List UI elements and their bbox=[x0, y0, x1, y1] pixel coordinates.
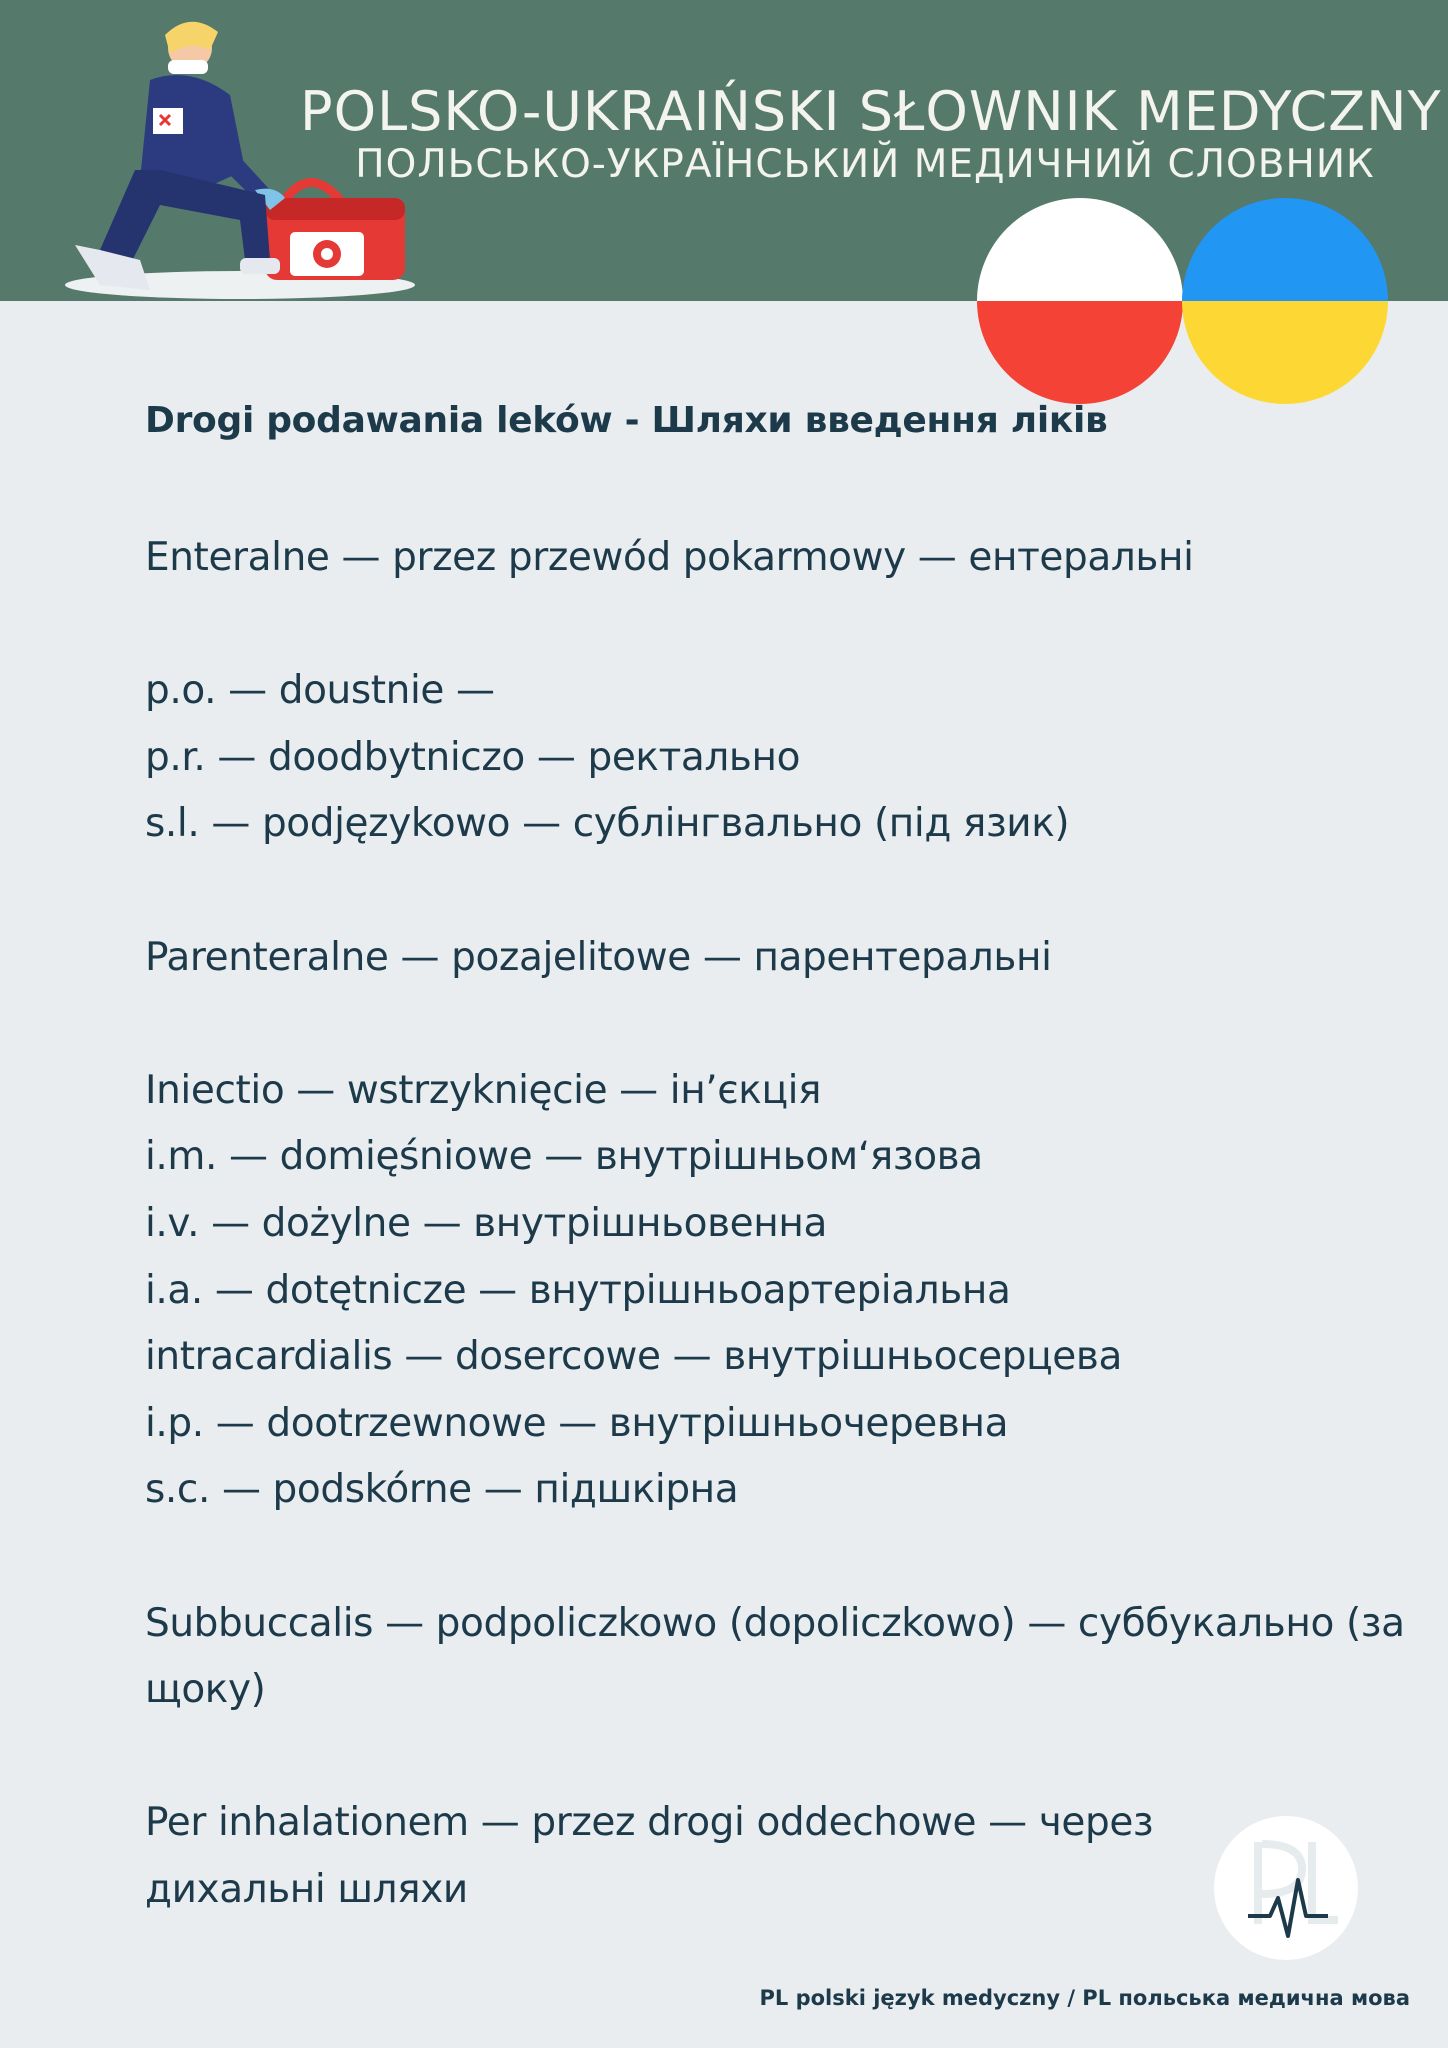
term-group-enteral-routes bbox=[145, 658, 1435, 858]
term-line: i.m. — domięśniowe — внутрішньом‘язова bbox=[145, 1134, 983, 1180]
pl-heartbeat-logo-icon bbox=[1212, 1814, 1360, 1962]
term-line: Subbuccalis — podpoliczkowo (dopoliczkowo) — суббукально (за щоку) bbox=[145, 1600, 1405, 1713]
term-group-injections bbox=[145, 1058, 1435, 1524]
footer-credit: PL polski język medyczny / PL польська медична мова bbox=[759, 1986, 1410, 2010]
term-group-parenteral bbox=[145, 925, 1435, 992]
page-title-polish: POLSKO-UKRAIŃSKI SŁOWNIK MEDYCZNY bbox=[300, 80, 1442, 143]
term-group-enteral bbox=[145, 525, 1435, 592]
main-content bbox=[145, 400, 1435, 1990]
polish-flag-icon bbox=[977, 198, 1183, 404]
term-line: Parenteralne — pozajelitowe — парентеральні bbox=[145, 934, 1052, 980]
term-line: s.c. — podskórne — підшкірна bbox=[145, 1467, 739, 1513]
term-line: Per inhalationem — przez drogi oddechowe — через дихальні шляхи bbox=[145, 1800, 1154, 1912]
term-line: intracardialis — dosercowe — внутрішньосерцева bbox=[145, 1334, 1122, 1380]
term-line: i.a. — dotętnicze — внутрішньоартеріальна bbox=[145, 1267, 1011, 1313]
term-line: i.p. — dootrzewnowe — внутрішньочеревна bbox=[145, 1400, 1009, 1446]
term-line: p.o. — doustnie — bbox=[145, 668, 495, 714]
term-line: i.v. — dożylne — внутрішньовенна bbox=[145, 1200, 827, 1246]
ukrainian-flag-icon bbox=[1182, 198, 1388, 404]
term-line: Enteralne — przez przewód pokarmowy — ентеральні bbox=[145, 535, 1194, 580]
page-title-ukrainian: ПОЛЬСЬКО-УКРАЇНСЬКИЙ МЕДИЧНИЙ СЛОВНИК bbox=[355, 142, 1375, 187]
term-line: s.l. — podjęzykowo — сублінгвально (під язик) bbox=[145, 801, 1070, 847]
term-group-subbuccal bbox=[145, 1591, 1435, 1724]
section-heading: Drogi podawania leków - Шляхи введення ліків bbox=[145, 400, 1108, 441]
term-line: Iniectio — wstrzyknięcie — ін’єкція bbox=[145, 1067, 822, 1113]
term-line: p.r. — doodbytniczo — ректально bbox=[145, 734, 801, 780]
